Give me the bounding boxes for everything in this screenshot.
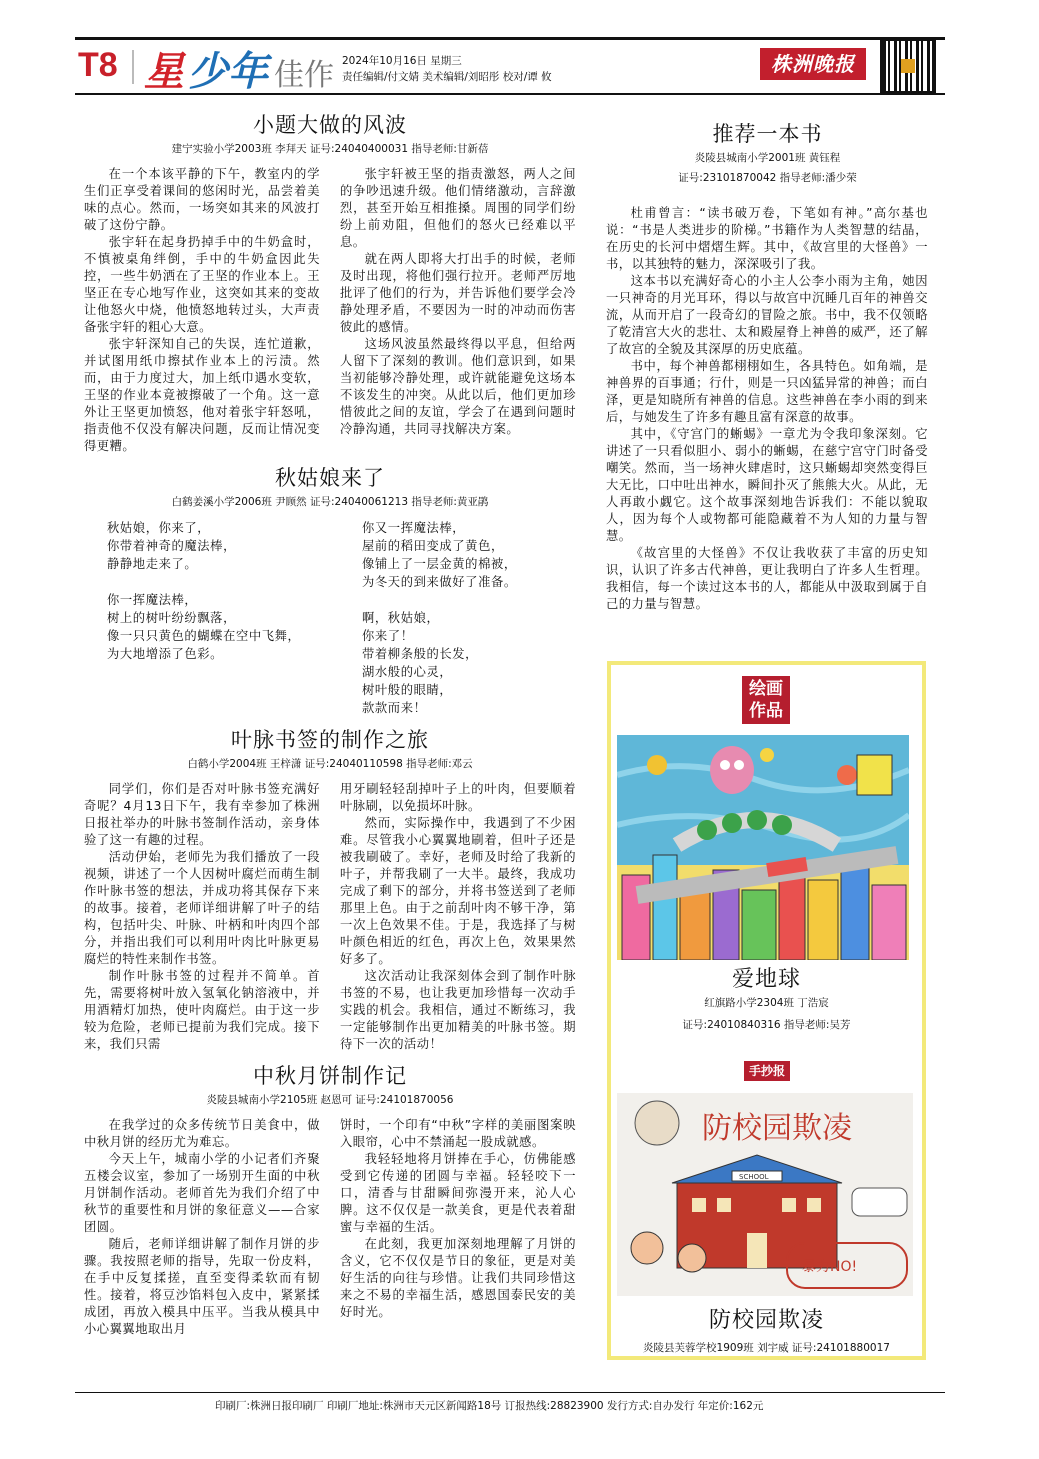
handcopy-seal-logo: 手抄报: [744, 1061, 790, 1081]
section-logo-youth: 少年: [188, 49, 268, 95]
paragraph: 这次活动让我深刻体会到了制作叶脉书签的不易，也让我更加珍惜每一次动手实践的机会。我相信，通过不断练习，我一定能够制作出更加精美的叶脉书签。期待下一次的活动！: [340, 969, 576, 1051]
paragraph: 随后，老师详细讲解了制作月饼的步骤。我按照老师的指导，先取一份皮料，在手中反复揉搓，直至变得柔软而有韧性。接着，将豆沙馅料包入皮中，紧紧揉成团，再放入模具中压平。当我从模具中小心翼翼地取出月: [84, 1237, 320, 1336]
editors-credit: 责任编辑/付文婧 美术编辑/刘昭彤 校对/谭 攸: [342, 71, 552, 83]
paragraph: 然而，实际操作中，我遇到了不少困难。尽管我小心翼翼地刷着，但叶子还是被我刷破了。幸好，老师及时给了我新的叶子，并帮我刷了一大半。最终，我成功完成了剩下的部分，并将书签送到了老师那里上色。由于之前刮叶肉不够干净，第一次上色效果不佳。于是，我选择了与树叶颜色相近的红色，再次上色，效果果然好多了。: [340, 816, 576, 966]
masthead-logo: 株洲晚报: [760, 48, 866, 80]
paragraph: 制作叶脉书签的过程并不简单。首先，需要将树叶放入氢氧化钠溶液中，并用酒精灯加热，使叶肉腐烂。由于这一步较为危险，老师已提前为我们完成。接下来，我们只需: [84, 969, 320, 1051]
article-column-left: [84, 166, 320, 455]
printing-info: 印刷厂:株洲日报印刷厂 印刷厂地址:株洲市天元区新闻路18号 订报热线:28823900 发行方式:自办发行 年定价:162元: [215, 1400, 764, 1412]
paragraph: 这本书以充满好奇心的小主人公李小雨为主角，她因一只神奇的月光耳环，得以与故宫中沉睡几百年的神兽交流，从而开启了一段奇幻的冒险之旅。书中，我不仅领略了乾清宫大火的悲壮、太和殿屋脊上神兽的威严，还了解了故宫的全貌及其深厚的历史底蕴。: [606, 274, 928, 356]
article-byline: 白鹤小学2004班 王梓潇 证号:24040110598 指导老师:邓云: [187, 758, 473, 770]
poem-line: 你一挥魔法棒，: [107, 593, 198, 607]
poem-line: 为冬天的到来做好了准备。: [362, 575, 517, 589]
page-number: T8: [78, 46, 118, 84]
paragraph: 同学们，你们是否对叶脉书签充满好奇呢？4月13日下午，我有幸参加了株洲日报社举办的叶脉书签制作活动，亲身体验了这一有趣的过程。: [84, 782, 320, 847]
paragraph: 其中，《守宫门的蜥蜴》一章尤为令我印象深刻。它讲述了一只看似胆小、弱小的蜥蜴，在慈宁宫守门时备受嘲笑。然而，当一场神火肆虐时，这只蜥蜴却突然变得巨大无比，口中吐出神水，瞬间扑灭了熊熊大火。从此，无人再敢小觑它。这个故事深刻地告诉我们：不能以貌取人，因为每个人或物都可能隐藏着不为人知的力量与智慧。: [606, 427, 928, 543]
poem-line: 款款而来！: [362, 701, 427, 715]
seal-text: 绘画作品: [749, 679, 783, 721]
stanza-gap: [362, 591, 572, 609]
article-small-matter: [82, 112, 578, 455]
poem-line: 静静地走来了。: [107, 557, 198, 571]
book-review-byline: 炎陵县城南小学2001班 黄钰程: [694, 152, 841, 164]
left-articles: [82, 112, 578, 1348]
picture-school-text: SCHOOL: [739, 1173, 769, 1181]
paragraph: 我轻轻地将月饼捧在手心，仿佛能感受到它传递的团圆与幸福。轻轻咬下一口，清香与甘甜瞬间弥漫开来，沁人心脾。这不仅仅是一款美食，更是代表着甜蜜与幸福的生活。: [340, 1152, 576, 1234]
paragraph: 这场风波虽然最终得以平息，但给两人留下了深刻的教训。他们意识到，如果当初能够冷静处理，或许就能避免这场本不该发生的冲突。从此以后，他们更加珍惜彼此之间的友谊，学会了在遇到问题时冷静沟通，共同寻找解决方案。: [340, 337, 576, 436]
article-byline: 白鹤姜溪小学2006班 尹顾然 证号:24040061213 指导老师:黄亚鹃: [171, 496, 489, 508]
paragraph: 张宇轩深知自己的失误，连忙道歉，并试图用纸巾擦拭作业本上的污渍。然而，由于力度过大，加上纸巾遇水变软，王坚的作业本竟被擦破了一个角。这一意外让王坚更加愤怒，他对着张宇轩怒吼，指责他不仅没有解决问题，反而让情况变得更糟。: [84, 337, 320, 453]
poem-line: 树上的树叶纷纷飘落，: [107, 611, 236, 625]
poem-line: 湖水般的心灵，: [362, 665, 453, 679]
poem-line: 屋前的稻田变成了黄色，: [362, 539, 504, 553]
drawing-certificate: 证号:24010840316 指导老师:吴芳: [682, 1019, 851, 1031]
poem-column-right: [362, 519, 572, 717]
book-review-body: [606, 205, 928, 613]
poem-line: 为大地增添了色彩。: [107, 647, 224, 661]
article-column-left: [84, 1117, 320, 1338]
article-title: 中秋月饼制作记: [253, 1064, 407, 1088]
book-review-certificate: 证号:23101870042 指导老师:潘少荣: [678, 172, 857, 184]
drawing-title: 爱地球: [731, 967, 801, 992]
stanza-gap: [107, 573, 362, 591]
issue-date: 2024年10月16日 星期三: [342, 55, 462, 67]
paragraph: 用牙刷轻轻刮掉叶子上的叶肉，但要顺着叶脉刷，以免损坏叶脉。: [340, 782, 576, 813]
drawing-seal-logo: [742, 676, 790, 724]
article-mooncake: [82, 1063, 578, 1338]
handcopy-title: 防校园欺凌: [708, 1308, 824, 1333]
section-logo-work: 佳作: [274, 58, 334, 93]
paragraph: 活动伊始，老师先为我们播放了一段视频，讲述了一个人因树叶腐烂而萌生制作叶脉书签的想法，并成功将其保存下来的故事。接着，老师详细讲解了叶子的结构，包括叶尖、叶脉、叶柄和叶肉四个部分，并指出我们可以利用叶肉比叶脉更易腐烂的特性来制作书签。: [84, 850, 320, 966]
paragraph: 在此刻，我更加深刻地理解了月饼的含义，它不仅仅是节日的象征，更是对美好生活的向往与珍惜。让我们共同珍惜这来之不易的幸福生活，感恩国泰民安的美好时光。: [340, 1237, 576, 1319]
paragraph: 张宇轩被王坚的指责激怒，两人之间的争吵迅速升级。他们情绪激动，言辞激烈，甚至开始互相推搡。周围的同学们纷纷上前劝阻，但他们的怒火已经难以平息。: [340, 167, 576, 249]
paragraph: 《故宫里的大怪兽》不仅让我收获了丰富的历史知识，认识了许多古代神兽，更让我明白了许多人生哲理。我相信，每一个读过这本书的人，都能从中汲取到属于自己的力量与智慧。: [606, 546, 928, 611]
article-title: 小题大做的风波: [253, 113, 407, 137]
poem-line: 你来了！: [362, 629, 414, 643]
paragraph: 在我学过的众多传统节日美食中，做中秋月饼的经历尤为难忘。: [84, 1118, 320, 1149]
article-column-left: [84, 781, 320, 1053]
article-byline: 建宁实验小学2003班 李拜天 证号:24040400031 指导老师:甘新蓓: [171, 143, 489, 155]
article-byline: 炎陵县城南小学2105班 赵恩可 证号:24101870056: [206, 1094, 454, 1106]
divider: [132, 50, 134, 84]
footer-rule: [75, 1392, 945, 1393]
article-column-right: [340, 781, 576, 1053]
picture-slogan-text: 暴力NO!: [802, 1259, 858, 1275]
article-column-right: [340, 1117, 576, 1338]
handcopy-byline: 炎陵县芙蓉学校1909班 刘宇威 证号:24101880017: [643, 1342, 890, 1354]
book-review-title: 推荐一本书: [712, 122, 823, 146]
qr-code-icon[interactable]: [880, 38, 936, 94]
paragraph: 饼时，一个印有“中秋”字样的美丽图案映入眼帘，心中不禁涌起一股成就感。: [340, 1118, 576, 1149]
poem-line: 啊，秋姑娘，: [362, 611, 440, 625]
paragraph: 杜甫曾言：“读书破万卷，下笔如有神。”高尔基也说：“书是人类进步的阶梯。”书籍作为人类智慧的结晶，在历史的长河中熠熠生辉。其中，《故宫里的大怪兽》一书，以其独特的魅力，深深吸引了我。: [606, 206, 928, 271]
paragraph: 今天上午，城南小学的小记者们齐聚五楼会议室，参加了一场别开生面的中秋月饼制作活动。老师首先为我们介绍了中秋节的重要性和月饼的象征意义——合家团圆。: [84, 1152, 320, 1234]
poem-column-left: [107, 519, 362, 717]
poem-line: 像铺上了一层金黄的棉被，: [362, 557, 517, 571]
article-autumn-poem: [82, 465, 578, 717]
paragraph: 张宇轩在起身扔掉手中的牛奶盒时，不慎被桌角绊倒，手中的牛奶盒因此失控，一些牛奶洒在了王坚的作业本上。王坚正在专心地写作业，这突如其来的变故让他怒火中烧，他愤怒地转过头，大声责备张宇轩的粗心大意。: [84, 235, 320, 334]
drawing-love-earth-image: [617, 735, 909, 960]
drawing-byline: 红旗路小学2304班 丁浩宸: [704, 997, 829, 1009]
poem-line: 你带着神奇的魔法棒，: [107, 539, 236, 553]
handcopy-newspaper-image: [617, 1093, 913, 1296]
article-title: 叶脉书签的制作之旅: [231, 728, 429, 752]
paragraph: 在一个本该平静的下午，教室内的学生们正享受着课间的悠闲时光，品尝着美味的点心。然而，一场突如其来的风波打破了这份宁静。: [84, 167, 320, 232]
article-leaf-bookmark: [82, 727, 578, 1053]
poem-line: 秋姑娘，你来了，: [107, 521, 211, 535]
poem-line: 带着柳条般的长发，: [362, 647, 479, 661]
paragraph: 就在两人即将大打出手的时候，老师及时出现，将他们强行拉开。老师严厉地批评了他们的行为，并告诉他们要学会冷静处理矛盾，不要因为一时的冲动而伤害彼此的感情。: [340, 252, 576, 334]
poem-line: 树叶般的眼睛，: [362, 683, 453, 697]
article-column-right: [340, 166, 576, 455]
picture-title-text: 防校园欺凌: [702, 1111, 852, 1146]
poem-line: 你又一挥魔法棒，: [362, 521, 466, 535]
poem-line: 像一只只黄色的蝴蝶在空中飞舞，: [107, 629, 301, 643]
paragraph: 书中，每个神兽都栩栩如生，各具特色。如角端，是神兽界的百事通；行什，则是一只凶猛异常的神兽；而白泽，更是知晓所有神兽的信息。这些神兽在李小雨的到来后，与她发生了许多有趣且富有深意的故事。: [606, 359, 928, 424]
article-title: 秋姑娘来了: [275, 466, 385, 490]
section-logo-star: 星: [144, 49, 184, 95]
